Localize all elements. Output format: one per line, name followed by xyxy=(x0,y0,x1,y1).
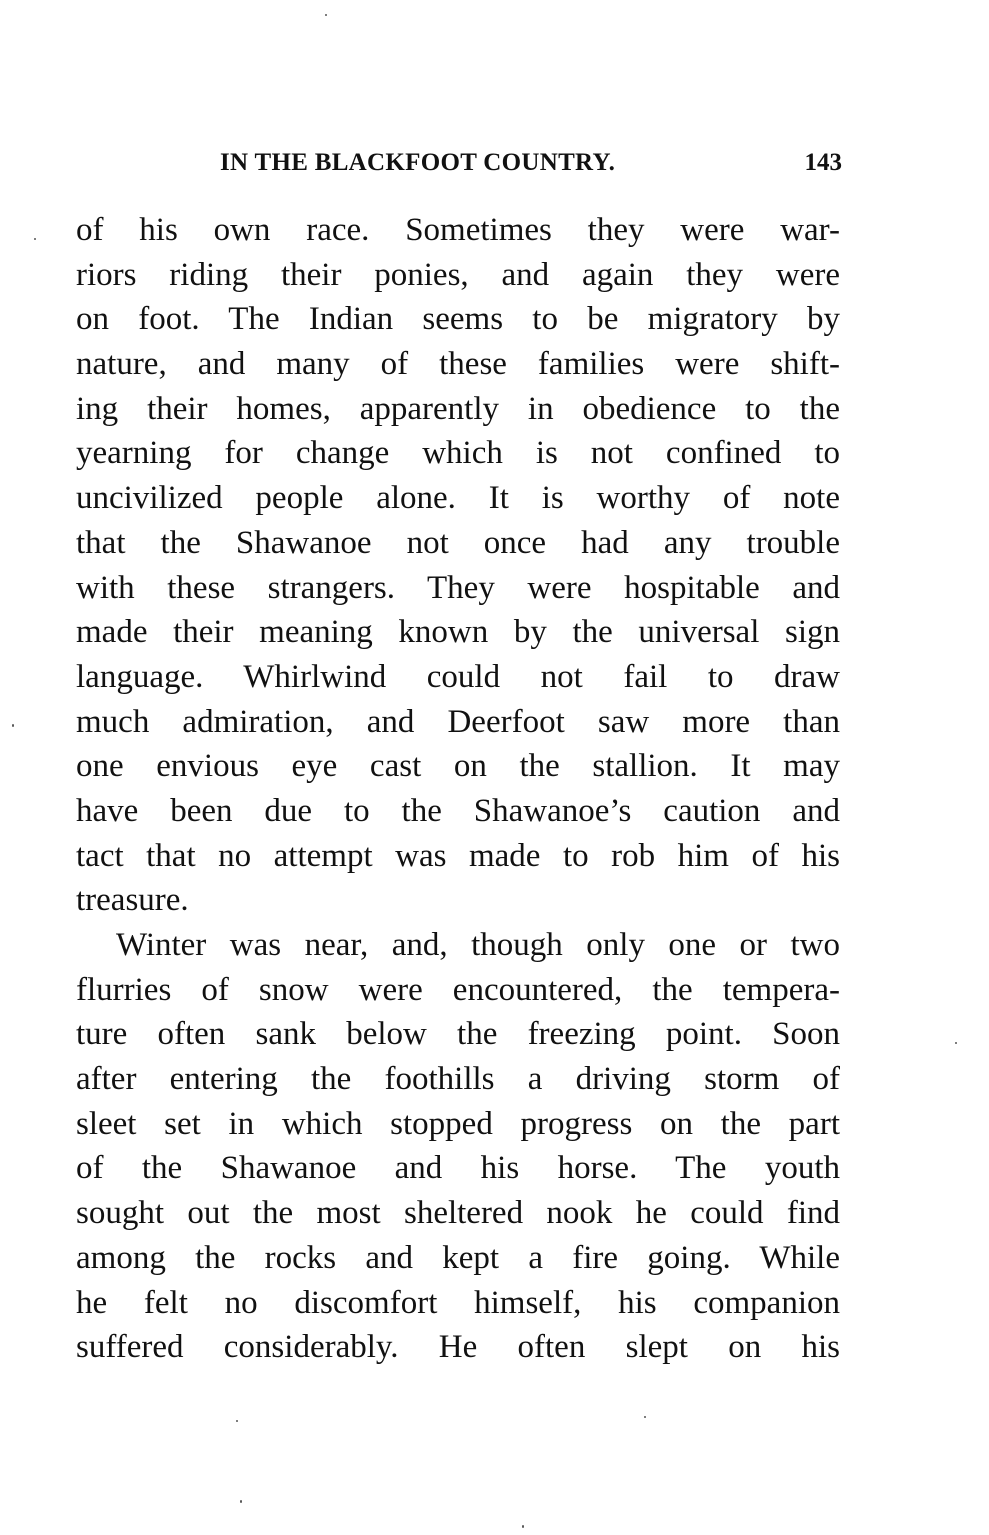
scan-speck xyxy=(522,1525,524,1528)
text-line: one envious eye cast on the stallion. It may xyxy=(76,748,840,785)
text-line: of the Shawanoe and his horse. The youth xyxy=(76,1150,840,1187)
text-line: have been due to the Shawanoe’s caution and xyxy=(76,792,840,829)
scan-speck xyxy=(955,1042,957,1044)
text-line: tact that no attempt was made to rob him of his xyxy=(76,837,840,874)
scan-speck xyxy=(12,724,14,727)
paragraph xyxy=(76,208,840,923)
text-line: riors riding their ponies, and again they were xyxy=(76,256,840,293)
text-line: Winter was near, and, though only one or two xyxy=(116,927,840,963)
scan-speck xyxy=(240,1500,242,1503)
page-number: 143 xyxy=(804,149,842,176)
text-line: after entering the foothills a driving storm of xyxy=(76,1061,840,1098)
text-line: ture often sank below the freezing point. Soon xyxy=(76,1016,840,1053)
running-head xyxy=(76,146,842,180)
text-line: of his own race. Sometimes they were war- xyxy=(76,212,840,248)
text-line: uncivilized people alone. It is worthy of note xyxy=(76,480,840,517)
text-line: ing their homes, apparently in obedience to the xyxy=(76,390,840,427)
scan-speck xyxy=(34,238,36,240)
text-line: yearning for change which is not confined to xyxy=(76,435,840,472)
text-line: with these strangers. They were hospitable and xyxy=(76,569,840,606)
text-line: he felt no discomfort himself, his companion xyxy=(76,1284,840,1321)
text-line: much admiration, and Deerfoot saw more than xyxy=(76,703,840,740)
scan-speck xyxy=(236,1420,238,1422)
text-line: language. Whirlwind could not fail to draw xyxy=(76,658,840,695)
scan-speck xyxy=(325,14,327,16)
text-line: on foot. The Indian seems to be migratory by xyxy=(76,301,840,338)
text-line: flurries of snow were encountered, the tempera- xyxy=(76,971,840,1008)
scan-speck xyxy=(644,1416,646,1418)
paragraph xyxy=(76,923,840,1370)
text-line: nature, and many of these families were shift- xyxy=(76,346,840,383)
text-line: made their meaning known by the universal sign xyxy=(76,614,840,651)
body-text xyxy=(76,208,840,1370)
text-line: that the Shawanoe not once had any trouble xyxy=(76,524,840,561)
text-line: sought out the most sheltered nook he could find xyxy=(76,1195,840,1232)
running-title: IN THE BLACKFOOT COUNTRY. xyxy=(220,149,616,176)
text-line: treasure. xyxy=(76,882,189,919)
text-line: suffered considerably. He often slept on his xyxy=(76,1329,840,1366)
text-line: among the rocks and kept a fire going. While xyxy=(76,1239,840,1276)
text-line: sleet set in which stopped progress on the part xyxy=(76,1105,840,1142)
